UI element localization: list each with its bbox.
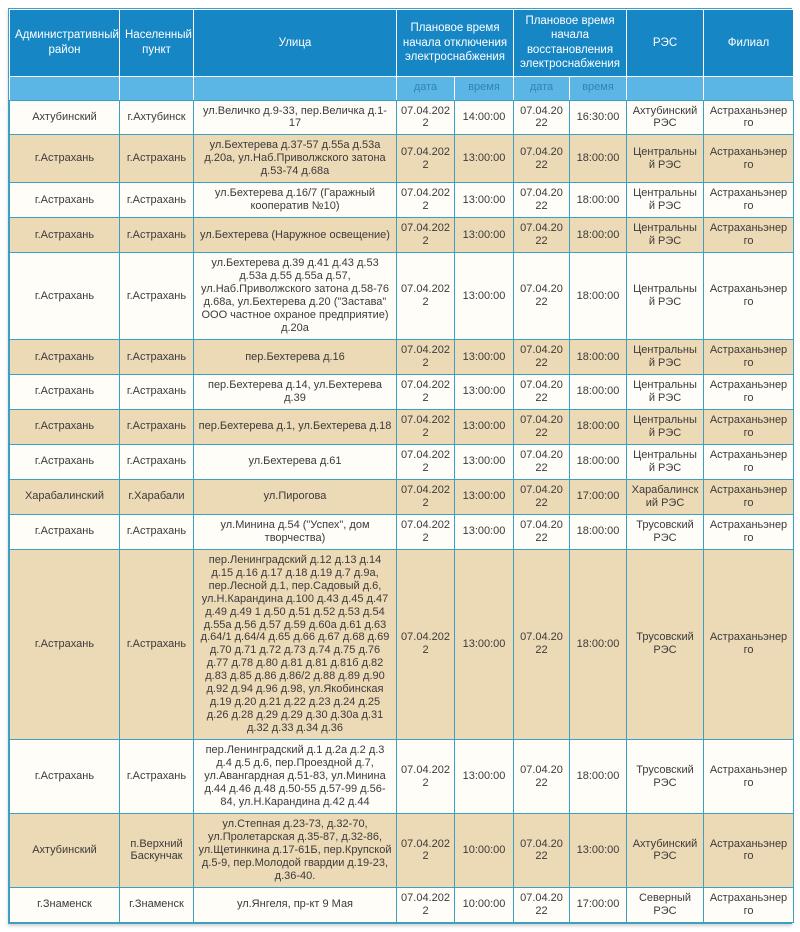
cell-branch: Астраханьэнерго bbox=[704, 135, 794, 183]
cell-street: ул.Бехтерева д.39 д.41 д.43 д.53 д.53а д.55 д.55а д.57, ул.Наб.Приволжского затона д.58-76 д.68а, ул.Бехтерева д.20 ("Застава" ООО частное охраное предприятие) д.20а bbox=[194, 253, 397, 340]
cell-res: Трусовский РЭС bbox=[627, 549, 704, 740]
table-row bbox=[10, 887, 794, 922]
col-header-settlement: Населенный пункт bbox=[120, 10, 194, 77]
table-row bbox=[10, 374, 794, 409]
cell-settlement: г.Астрахань bbox=[120, 409, 194, 444]
cell-off-time: 13:00:00 bbox=[455, 218, 514, 253]
cell-settlement: п.Верхний Баскунчак bbox=[120, 814, 194, 888]
cell-off-date: 07.04.2022 bbox=[397, 549, 455, 740]
outage-table-container bbox=[8, 8, 792, 924]
cell-branch: Астраханьэнерго bbox=[704, 740, 794, 814]
cell-on-time: 16:30:00 bbox=[570, 100, 627, 135]
cell-district: г.Астрахань bbox=[10, 514, 120, 549]
cell-branch: Астраханьэнерго bbox=[704, 183, 794, 218]
cell-district: г.Астрахань bbox=[10, 135, 120, 183]
subheader-outage-date: дата bbox=[397, 76, 455, 100]
table-body bbox=[10, 100, 794, 922]
subheader-restore-date: дата bbox=[514, 76, 570, 100]
cell-on-date: 07.04.2022 bbox=[514, 549, 570, 740]
cell-street: пер.Бехтерева д.14, ул.Бехтерева д.39 bbox=[194, 374, 397, 409]
table-row bbox=[10, 479, 794, 514]
cell-on-time: 18:00:00 bbox=[570, 374, 627, 409]
cell-street: пер.Бехтерева д.1, ул.Бехтерева д.18 bbox=[194, 409, 397, 444]
cell-off-time: 13:00:00 bbox=[455, 135, 514, 183]
cell-branch: Астраханьэнерго bbox=[704, 549, 794, 740]
cell-settlement: г.Астрахань bbox=[120, 340, 194, 375]
table-row bbox=[10, 444, 794, 479]
cell-off-time: 13:00:00 bbox=[455, 444, 514, 479]
col-header-district: Административный район bbox=[10, 10, 120, 77]
table-header bbox=[10, 10, 794, 101]
cell-district: г.Астрахань bbox=[10, 740, 120, 814]
cell-street: ул.Минина д.54 ("Успех", дом творчества) bbox=[194, 514, 397, 549]
cell-off-date: 07.04.2022 bbox=[397, 100, 455, 135]
cell-settlement: г.Астрахань bbox=[120, 253, 194, 340]
cell-off-date: 07.04.2022 bbox=[397, 514, 455, 549]
cell-off-date: 07.04.2022 bbox=[397, 814, 455, 888]
cell-res: Центральный РЭС bbox=[627, 374, 704, 409]
cell-on-date: 07.04.2022 bbox=[514, 814, 570, 888]
table-row bbox=[10, 253, 794, 340]
table-row bbox=[10, 183, 794, 218]
cell-branch: Астраханьэнерго bbox=[704, 374, 794, 409]
table-row bbox=[10, 218, 794, 253]
cell-res: Трусовский РЭС bbox=[627, 740, 704, 814]
cell-branch: Астраханьэнерго bbox=[704, 100, 794, 135]
cell-res: Трусовский РЭС bbox=[627, 514, 704, 549]
cell-district: г.Астрахань bbox=[10, 183, 120, 218]
cell-settlement: г.Астрахань bbox=[120, 549, 194, 740]
cell-branch: Астраханьэнерго bbox=[704, 887, 794, 922]
table-row bbox=[10, 514, 794, 549]
header-row-main bbox=[10, 10, 794, 77]
cell-off-date: 07.04.2022 bbox=[397, 740, 455, 814]
cell-settlement: г.Астрахань bbox=[120, 374, 194, 409]
cell-off-time: 13:00:00 bbox=[455, 740, 514, 814]
cell-on-time: 18:00:00 bbox=[570, 409, 627, 444]
cell-res: Северный РЭС bbox=[627, 887, 704, 922]
cell-on-date: 07.04.2022 bbox=[514, 514, 570, 549]
cell-district: Харабалинский bbox=[10, 479, 120, 514]
cell-res: Центральный РЭС bbox=[627, 135, 704, 183]
cell-off-date: 07.04.2022 bbox=[397, 409, 455, 444]
table-row bbox=[10, 814, 794, 888]
header-row-sub bbox=[10, 76, 794, 100]
cell-on-time: 17:00:00 bbox=[570, 479, 627, 514]
cell-street: пер.Ленинградский д.1 д.2а д.2 д.3 д.4 д.5 д.6, пер.Проездной д.7, ул.Авангардная д.51-83, ул.Минина д.44 д.46 д.48 д.50-55 д.57-99 д.56-84, ул.Н.Карандина д.42 д.44 bbox=[194, 740, 397, 814]
cell-on-time: 18:00:00 bbox=[570, 444, 627, 479]
cell-on-time: 18:00:00 bbox=[570, 135, 627, 183]
subheader-empty-branch bbox=[704, 76, 794, 100]
cell-street: ул.Бехтерева (Наружное освещение) bbox=[194, 218, 397, 253]
cell-res: Центральный РЭС bbox=[627, 253, 704, 340]
cell-settlement: г.Знаменск bbox=[120, 887, 194, 922]
cell-on-time: 18:00:00 bbox=[570, 183, 627, 218]
outage-schedule-table bbox=[9, 9, 794, 923]
cell-district: Ахтубинский bbox=[10, 100, 120, 135]
cell-on-date: 07.04.2022 bbox=[514, 183, 570, 218]
cell-on-date: 07.04.2022 bbox=[514, 340, 570, 375]
table-row bbox=[10, 135, 794, 183]
table-row bbox=[10, 340, 794, 375]
cell-district: г.Астрахань bbox=[10, 409, 120, 444]
cell-off-date: 07.04.2022 bbox=[397, 218, 455, 253]
col-header-outage-start: Плановое время начала отключения электроснабжения bbox=[397, 10, 514, 77]
cell-off-date: 07.04.2022 bbox=[397, 374, 455, 409]
cell-street: ул.Степная д.23-73, д.32-70, ул.Пролетарская д.35-87, д.32-86, ул.Щетинкина д.17-61Б, пер.Крупской д.5-9, пер.Молодой гвардии д.19-23, д.36-40. bbox=[194, 814, 397, 888]
cell-on-time: 17:00:00 bbox=[570, 887, 627, 922]
cell-on-time: 18:00:00 bbox=[570, 253, 627, 340]
cell-off-date: 07.04.2022 bbox=[397, 887, 455, 922]
cell-street: ул.Янгеля, пр-кт 9 Мая bbox=[194, 887, 397, 922]
cell-on-date: 07.04.2022 bbox=[514, 444, 570, 479]
cell-off-date: 07.04.2022 bbox=[397, 253, 455, 340]
cell-off-time: 13:00:00 bbox=[455, 253, 514, 340]
col-header-street: Улица bbox=[194, 10, 397, 77]
cell-district: г.Астрахань bbox=[10, 444, 120, 479]
cell-on-time: 13:00:00 bbox=[570, 814, 627, 888]
cell-settlement: г.Астрахань bbox=[120, 514, 194, 549]
cell-district: г.Астрахань bbox=[10, 340, 120, 375]
cell-district: г.Астрахань bbox=[10, 374, 120, 409]
cell-street: ул.Бехтерева д.37-57 д.55а д.53а д.20а, ул.Наб.Приволжского затона д.53-74 д.68а bbox=[194, 135, 397, 183]
cell-settlement: г.Астрахань bbox=[120, 135, 194, 183]
cell-street: пер.Ленинградский д.12 д.13 д.14 д.15 д.16 д.17 д.18 д.19 д.7 д.9а, пер.Лесной д.1, пер.Садовый д.6, ул.Н.Карандина д.100 д.43 д.45 д.47 д.49 д.49 1 д.50 д.51 д.52 д.53 д.54 д.55а д.56 д.57 д.59 д.60а д.61 д.63 д.64/1 д.64/4 д.65 д.66 д.67 д.68 д.69 д.70 д.71 д.72 д.73 д.74 д.75 д.76 д.77 д.78 д.80 д.81 д.81 д.81б д.82 д.83 д.85 д.86 д.86/2 д.88 д.89 д.90 д.92 д.94 д.96 д.98, ул.Якобинская д.19 д.20 д.21 д.22 д.23 д.24 д.25 д.26 д.28 д.29 д.29 д.30 д.30а д.31 д.32 д.33 д.34 д.36 bbox=[194, 549, 397, 740]
col-header-branch: Филиал bbox=[704, 10, 794, 77]
cell-branch: Астраханьэнерго bbox=[704, 253, 794, 340]
cell-off-time: 13:00:00 bbox=[455, 479, 514, 514]
cell-off-time: 13:00:00 bbox=[455, 374, 514, 409]
cell-street: ул.Пирогова bbox=[194, 479, 397, 514]
cell-settlement: г.Астрахань bbox=[120, 218, 194, 253]
cell-res: Центральный РЭС bbox=[627, 183, 704, 218]
cell-off-time: 13:00:00 bbox=[455, 340, 514, 375]
cell-on-time: 18:00:00 bbox=[570, 218, 627, 253]
table-row bbox=[10, 409, 794, 444]
cell-off-time: 13:00:00 bbox=[455, 409, 514, 444]
cell-off-date: 07.04.2022 bbox=[397, 183, 455, 218]
table-row bbox=[10, 549, 794, 740]
cell-off-time: 10:00:00 bbox=[455, 887, 514, 922]
cell-branch: Астраханьэнерго bbox=[704, 514, 794, 549]
cell-settlement: г.Астрахань bbox=[120, 183, 194, 218]
cell-branch: Астраханьэнерго bbox=[704, 814, 794, 888]
subheader-restore-time: время bbox=[570, 76, 627, 100]
cell-on-date: 07.04.2022 bbox=[514, 218, 570, 253]
cell-on-time: 18:00:00 bbox=[570, 514, 627, 549]
table-row bbox=[10, 740, 794, 814]
cell-settlement: г.Астрахань bbox=[120, 444, 194, 479]
cell-off-date: 07.04.2022 bbox=[397, 340, 455, 375]
cell-res: Ахтубинский РЭС bbox=[627, 100, 704, 135]
cell-on-date: 07.04.2022 bbox=[514, 740, 570, 814]
cell-res: Центральный РЭС bbox=[627, 444, 704, 479]
cell-on-date: 07.04.2022 bbox=[514, 253, 570, 340]
cell-street: ул.Бехтерева д.61 bbox=[194, 444, 397, 479]
cell-on-time: 18:00:00 bbox=[570, 740, 627, 814]
cell-res: Центральный РЭС bbox=[627, 409, 704, 444]
cell-district: г.Астрахань bbox=[10, 218, 120, 253]
cell-off-time: 13:00:00 bbox=[455, 183, 514, 218]
cell-district: г.Астрахань bbox=[10, 253, 120, 340]
cell-street: ул.Величко д.9-33, пер.Величка д.1-17 bbox=[194, 100, 397, 135]
cell-res: Центральный РЭС bbox=[627, 340, 704, 375]
cell-branch: Астраханьэнерго bbox=[704, 444, 794, 479]
cell-off-time: 10:00:00 bbox=[455, 814, 514, 888]
cell-settlement: г.Харабали bbox=[120, 479, 194, 514]
cell-on-date: 07.04.2022 bbox=[514, 374, 570, 409]
cell-on-date: 07.04.2022 bbox=[514, 135, 570, 183]
cell-branch: Астраханьэнерго bbox=[704, 479, 794, 514]
cell-street: ул.Бехтерева д.16/7 (Гаражный кооператив №10) bbox=[194, 183, 397, 218]
cell-res: Ахтубинский РЭС bbox=[627, 814, 704, 888]
subheader-outage-time: время bbox=[455, 76, 514, 100]
cell-district: г.Знаменск bbox=[10, 887, 120, 922]
cell-on-date: 07.04.2022 bbox=[514, 409, 570, 444]
cell-on-date: 07.04.2022 bbox=[514, 887, 570, 922]
cell-on-time: 18:00:00 bbox=[570, 549, 627, 740]
cell-off-date: 07.04.2022 bbox=[397, 444, 455, 479]
cell-street: пер.Бехтерева д.16 bbox=[194, 340, 397, 375]
cell-off-date: 07.04.2022 bbox=[397, 479, 455, 514]
cell-off-time: 13:00:00 bbox=[455, 549, 514, 740]
cell-settlement: г.Ахтубинск bbox=[120, 100, 194, 135]
col-header-res: РЭС bbox=[627, 10, 704, 77]
cell-res: Харабалинский РЭС bbox=[627, 479, 704, 514]
subheader-empty-res bbox=[627, 76, 704, 100]
cell-on-time: 18:00:00 bbox=[570, 340, 627, 375]
cell-off-date: 07.04.2022 bbox=[397, 135, 455, 183]
cell-off-time: 13:00:00 bbox=[455, 514, 514, 549]
cell-off-time: 14:00:00 bbox=[455, 100, 514, 135]
cell-on-date: 07.04.2022 bbox=[514, 479, 570, 514]
cell-branch: Астраханьэнерго bbox=[704, 218, 794, 253]
cell-branch: Астраханьэнерго bbox=[704, 340, 794, 375]
table-row bbox=[10, 100, 794, 135]
cell-branch: Астраханьэнерго bbox=[704, 409, 794, 444]
cell-on-date: 07.04.2022 bbox=[514, 100, 570, 135]
cell-res: Центральный РЭС bbox=[627, 218, 704, 253]
subheader-empty-settlement bbox=[120, 76, 194, 100]
cell-district: г.Астрахань bbox=[10, 549, 120, 740]
subheader-empty-street bbox=[194, 76, 397, 100]
col-header-restore-start: Плановое время начала восстановления электроснабжения bbox=[514, 10, 627, 77]
cell-settlement: г.Астрахань bbox=[120, 740, 194, 814]
cell-district: Ахтубинский bbox=[10, 814, 120, 888]
subheader-empty-district bbox=[10, 76, 120, 100]
